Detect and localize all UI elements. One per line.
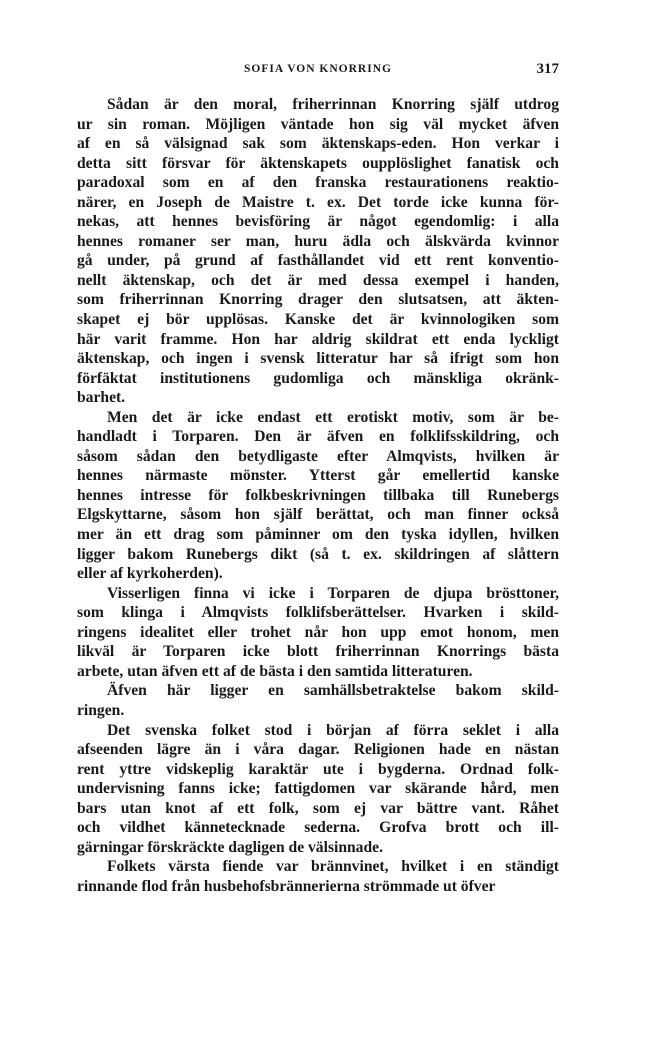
- paragraph: [77, 721, 559, 858]
- text-line: äktenskap, och ingen i svensk litteratur har så ifrigt som hon: [77, 350, 559, 368]
- text-line: som friherrinnan Knorring drager den slutsatsen, att äkten-: [77, 291, 559, 309]
- text-line: närer, en Joseph de Maistre t. ex. Det torde icke kunna för-: [77, 193, 559, 211]
- text-line: Folkets värsta fiende var brännvinet, hvilket i en ständigt: [107, 858, 559, 876]
- text-line: handladt i Torparen. Den är äfven en folklifsskildring, och: [77, 428, 559, 446]
- paragraph: [77, 408, 559, 584]
- text-line: bars utan knot af ett folk, som ej var bättre vant. Råhet: [77, 799, 559, 817]
- body-text: [77, 95, 559, 896]
- text-line: afseenden lägre än i våra dagar. Religionen hade en nästan: [77, 741, 559, 759]
- text-line: rent yttre vidskeplig karaktär ute i bygderna. Ordnad folk-: [77, 760, 559, 778]
- text-line: ringens idealitet eller trohet når hon upp emot honom, men: [77, 623, 559, 641]
- page-number: 317: [536, 61, 559, 77]
- text-line: ligger bakom Runebergs dikt (så t. ex. skildringen af slåttern: [77, 545, 559, 563]
- paragraph: [77, 584, 559, 682]
- text-line: gärningar förskräckte dagligen de välsinnade.: [77, 838, 383, 856]
- text-line: ur sin roman. Möjligen väntade hon sig väl mycket äfven: [77, 115, 559, 133]
- paragraph: [77, 681, 559, 720]
- text-line: eller af kyrkoherden).: [77, 565, 223, 583]
- text-line: Visserligen finna vi icke i Torparen de djupa brösttoner,: [107, 584, 559, 602]
- text-line: såsom sådan den betydligaste efter Almqvists, hvilken är: [77, 447, 559, 465]
- text-line: Det svenska folket stod i början af förra seklet i alla: [107, 721, 559, 739]
- text-line: hennes romaner ser man, huru ädla och älskvärda kvinnor: [77, 232, 559, 250]
- text-line: paradoxal som en af den franska restaurationens reaktio-: [77, 174, 559, 192]
- text-line: förfäktat institutionens gudomliga och mänskliga okränk-: [77, 369, 559, 387]
- text-line: Sådan är den moral, friherrinnan Knorring själf utdrog: [107, 96, 559, 113]
- text-line: här varit framme. Hon har aldrig skildrat ett enda lyckligt: [77, 330, 559, 348]
- text-line: af en så välsignad sak som äktenskaps-eden. Hon verkar i: [77, 135, 559, 153]
- text-line: gå under, på grund af fasthållandet vid ett rent konventio-: [77, 252, 559, 270]
- text-line: som klinga i Almqvists folklifsberättelser. Hvarken i skild-: [77, 604, 559, 622]
- paragraph: [77, 95, 559, 408]
- text-line: skapet ej bör upplösas. Kanske det är kvinnologiken som: [77, 311, 559, 329]
- text-line: undervisning fanns icke; fattigdomen var skärande hård, men: [77, 780, 559, 798]
- text-line: detta sitt försvar för äktenskapets oupplöslighet fanatisk och: [77, 154, 559, 172]
- running-title: SOFIA VON KNORRING: [244, 63, 392, 75]
- text-line: barhet.: [77, 389, 126, 407]
- text-line: rinnande flod från husbehofsbrännerierna strömmade ut öfver: [77, 877, 496, 895]
- text-line: Äfven här ligger en samhällsbetraktelse bakom skild-: [107, 682, 559, 700]
- text-line: mer än ett drag som påminner om den tyska idyllen, hvilken: [77, 526, 559, 544]
- text-line: arbete, utan äfven ett af de bästa i den samtida litteraturen.: [77, 662, 473, 680]
- text-line: Elgskyttarne, såsom hon själf berättat, och man finner också: [77, 506, 559, 524]
- text-line: ringen.: [77, 701, 125, 719]
- text-line: Men det är icke endast ett erotiskt motiv, som är be-: [107, 408, 559, 426]
- text-line: nellt äktenskap, och det är med dessa exempel i handen,: [77, 271, 559, 289]
- text-line: likväl är Torparen icke blott friherrinnan Knorrings bästa: [77, 643, 559, 661]
- page-header: [77, 63, 559, 83]
- text-line: hennes närmaste mönster. Ytterst går emellertid kanske: [77, 467, 559, 485]
- text-line: och vildhet kännetecknade sederna. Grofva brott och ill-: [77, 819, 559, 837]
- text-line: hennes intresse för folkbeskrivningen tillbaka till Runebergs: [77, 486, 559, 504]
- paragraph: [77, 857, 559, 896]
- text-line: nekas, att hennes bevisföring är något egendomlig: i alla: [77, 213, 559, 231]
